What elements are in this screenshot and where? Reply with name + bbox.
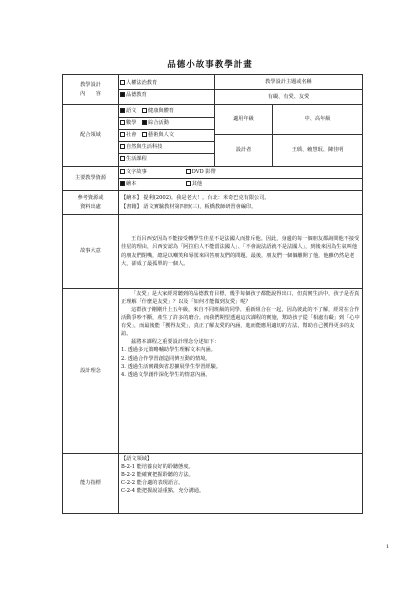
checkbox-icon [120,80,125,85]
story-text: 王肖呂西安因為不能接受轉學生佳星不是法國人而排斥他。因此，身邊的每一個朋友都詢問他不接受佳星的理由，呂西安認為「阿拉伯人不能當法國人」、「不會說法語就不是法國人」，到後來因為生氣叫他的朋友們閉嘴，總是以嘲笑和辱罵來回答朋友們的問題。最後，朋友們一個個離開了他，他雖仍然是老大，卻成了最孤單的一個人。 [121,236,360,267]
page-title: 品德小故事教學計畫 [167,60,253,70]
designers-label: 設計者 [215,135,273,167]
checkbox-icon [120,181,125,186]
story-label: 故事大意 [63,215,119,289]
checkbox-icon [120,120,125,125]
reference-line: 【書籍】 語文實驗教材第四冊(三)，板橋教師研習會編印。 [121,203,257,210]
option-character-education[interactable]: 品德教育 [119,90,214,101]
option-math[interactable]: 數學 [120,118,136,129]
list-item: C-2-4 能把握說話重點，充分溝通。 [121,488,205,495]
domain-row [119,130,214,142]
checkbox-icon [120,156,125,161]
checkbox-icon [120,144,125,149]
option-picture-book[interactable]: 繪本 [120,179,180,190]
abilities-header: 【語文領域】 [121,456,153,462]
option-health-pe[interactable]: 健康與體育 [142,106,174,117]
domain-row [119,106,214,118]
checkbox-icon [120,92,125,97]
abilities-label: 能力指標 [63,454,119,514]
theme-header: 教學設計主題或名稱 [215,75,363,90]
design-category-options [119,75,215,105]
option-arts[interactable]: 藝術與人文 [142,130,174,141]
list-item: B-2-1 能培養良好的聆聽態度。 [121,464,194,471]
checkbox-icon [120,132,125,137]
reference-line: 【繪本】 提利(2002)。我是老大！。台北：米奇巴克有限公司。 [121,195,270,202]
references-label: 參考資源或 資料出處 [63,191,119,215]
references-content [119,191,363,215]
option-social[interactable]: 社會 [120,130,136,141]
checkbox-icon [120,169,125,174]
concept-content [119,289,363,454]
concept-label: 設計理念 [63,289,119,454]
checkbox-icon [142,120,147,125]
theme-value: 有礙、有愛、友愛 [215,90,363,105]
list-item: 4. 透過文學創作深化學生的情意內涵。 [121,371,211,378]
checkbox-icon [120,108,125,113]
domains-label: 配合領域 [63,105,119,167]
abilities-content [119,454,363,514]
option-other[interactable]: 其他 [186,179,202,190]
checkbox-icon [186,169,191,174]
concept-intro: 茲將本課程之重要設計理念分述如下： [131,339,220,346]
checkbox-icon [142,132,147,137]
option-life-curriculum[interactable]: 生活課程 [119,154,214,165]
designers-value: 王瑀、賴慧珉、陳佳明 [273,135,363,167]
option-dvd[interactable]: DVD 影帶 [186,167,216,178]
domain-row [119,118,214,130]
option-text-story[interactable]: 文字故事 [120,167,180,178]
page-number: 1 [386,544,390,550]
checkbox-icon [142,108,147,113]
domains-options [119,105,215,167]
list-item: 3. 透過生活實踐與省思擴展學生學習經驗。 [121,363,221,370]
resources-options [119,167,363,191]
concept-list [121,346,360,378]
list-item: 1. 透過多元策略輔助學生理解文本內涵。 [121,347,216,354]
resource-row [119,167,362,179]
option-chinese[interactable]: 語文 [120,106,136,117]
story-content [119,215,363,289]
checkbox-icon [186,181,191,186]
lesson-plan-table [62,74,363,514]
list-item: 2. 透過合作學習創造同儕互動的情境。 [121,355,211,362]
option-human-rights[interactable]: 人權法治教育 [119,78,214,90]
resource-row [119,179,362,190]
design-category-label: 教學設計 內 容 [63,75,119,105]
concept-paragraph: 這群孩子剛剛升上五年級，來自不同班級的同學，重新組合在一起，因為彼此的不了解，經常在合作活動爭吵不斷，產生了許多的磨合。而我們期望透過這次課程的實施，幫助孩子從「相處有礙」到「心中有愛」，而最後能「獲得友愛」，真正了解友愛的內涵，進而能應用適切的方法，幫助自己獲得更多的友誼。 [121,307,360,338]
option-integrative[interactable]: 綜合活動 [142,118,169,129]
option-science-tech[interactable]: 自然與生活科技 [119,142,214,154]
resources-label: 主要教學資源 [63,167,119,191]
list-item: C-2-2 能合適的表現語言。 [121,480,184,487]
grade-value: 中、高年級 [273,105,363,135]
concept-paragraph: 「友愛」是大家經常聽到的品德教育目標，幾乎每個孩子都能說得出口，但真實生活中，孩子是否真正理解「什麼是友愛」？以及「如何才能做到友愛」呢？ [121,291,360,306]
grade-label: 適用年級 [215,105,273,135]
list-item: B-2-2 能確實把握聆聽的方法。 [121,472,194,479]
